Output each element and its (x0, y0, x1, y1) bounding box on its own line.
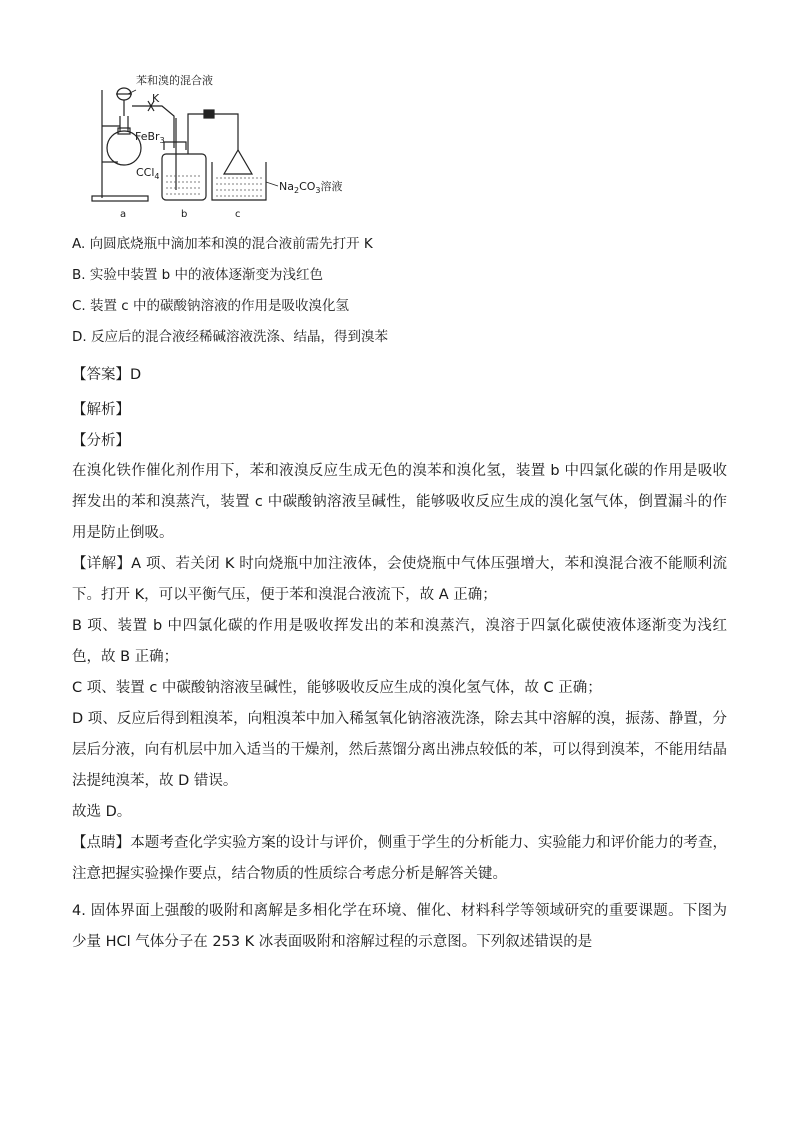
key-point-note: 【点睛】本题考查化学实验方案的设计与评价，侧重于学生的分析能力、实验能力和评价能力的考查，注意把握实验操作要点，结合物质的性质综合考虑分析是解答关键。 (72, 835, 727, 882)
device-b-label: b (181, 209, 188, 220)
detail-d: D 项、反应后得到粗溴苯，向粗溴苯中加入稀氢氧化钠溶液洗涤，除去其中溶解的溴，振荡、静置，分层后分液，向有机层中加入适当的干燥剂，然后蒸馏分离出沸点较低的苯，可以得到溴苯，不能用结晶法提纯溴苯，故 D 错误。 (72, 711, 727, 789)
question-4: 4. 固体界面上强酸的吸附和离解是多相化学在环境、催化、材料科学等领域研究的重要课题。下图为少量 HCl 气体分子在 253 K 冰表面吸附和溶解过程的示意图。下列叙述错误的是 (72, 903, 727, 950)
solvent-label: CCl$_4$ (136, 166, 160, 181)
catalyst-label: FeBr$_3$ (135, 130, 165, 145)
detail-b: B 项、装置 b 中四氯化碳的作用是吸收挥发出的苯和溴蒸汽，溴溶于四氯化碳使液体逐渐变为浅红色，故 B 正确； (72, 618, 727, 665)
option-c: C. 装置 c 中的碳酸钠溶液的作用是吸收溴化氢 (72, 298, 350, 314)
detail-c: C 项、装置 c 中碳酸钠溶液呈碱性，能够吸收反应生成的溴化氢气体，故 C 正确； (72, 680, 602, 696)
beaker-solution-label: $Na_2CO_3$溶液 (279, 180, 343, 195)
answer: 【答案】D (72, 367, 142, 383)
device-a-label: a (120, 209, 127, 220)
beaker-c (212, 162, 266, 200)
bottle-b (162, 154, 206, 200)
detail-a: 【详解】A 项、若关闭 K 时向烧瓶中加注液体，会使烧瓶中气体压强增大，苯和溴混合液不能顺利流下。打开 K，可以平衡气压，便于苯和溴混合液流下，故 A 正确； (72, 556, 727, 603)
option-d: D. 反应后的混合液经稀碱溶液洗涤、结晶，得到溴苯 (72, 329, 388, 345)
mixture-label: 苯和溴的混合液 (136, 74, 213, 87)
device-c-label: c (235, 209, 241, 220)
final-choice: 故选 D。 (72, 804, 132, 820)
breakdown-text: 在溴化铁作催化剂作用下，苯和液溴反应生成无色的溴苯和溴化氢，装置 b 中四氯化碳的作用是吸收挥发出的苯和溴蒸汽，装置 c 中碳酸钠溶液呈碱性，能够吸收反应生成的溴化氢气体，倒置漏斗的作用是防止倒吸。 (72, 463, 727, 541)
stand-base (92, 196, 148, 201)
inverted-funnel (224, 150, 252, 174)
analysis-header: 【解析】 (72, 402, 130, 418)
analysis-body (72, 456, 727, 958)
apparatus-diagram (88, 70, 388, 222)
option-a: A. 向圆底烧瓶中滴加苯和溴的混合液前需先打开 K (72, 236, 373, 252)
valve-label: K (152, 92, 160, 105)
option-b: B. 实验中装置 b 中的液体逐渐变为浅红色 (72, 267, 323, 283)
breakdown-header: 【分析】 (72, 433, 130, 449)
